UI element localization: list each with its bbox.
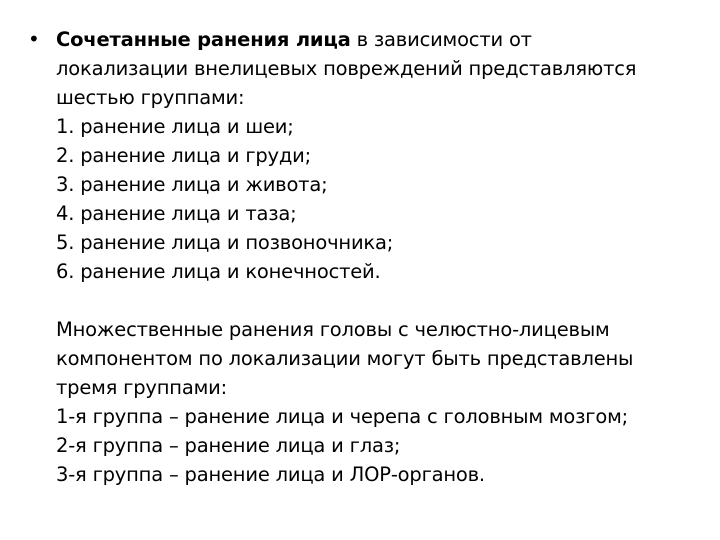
group-item-1: 1. ранение лица и шеи;	[56, 115, 294, 138]
intro-line-2: локализации внелицевых повреждений представляются	[56, 57, 637, 80]
bullet-icon: •	[28, 27, 40, 51]
head-group-item-3: 3-я группа – ранение лица и ЛОР-органов.	[56, 463, 485, 486]
group-item-6: 6. ранение лица и конечностей.	[56, 260, 381, 283]
intro-bold-term: Сочетанные ранения лица	[56, 28, 351, 51]
multiple-line-1: Множественные ранения головы с челюстно-лицевым	[56, 318, 610, 341]
head-group-item-2: 2-я группа – ранение лица и глаз;	[56, 434, 401, 457]
paragraph-gap	[56, 286, 716, 315]
intro-line-1-rest: в зависимости от	[350, 28, 532, 51]
intro-line-1	[56, 25, 716, 54]
group-item-3: 3. ранение лица и живота;	[56, 173, 328, 196]
multiple-line-3: тремя группами:	[56, 376, 227, 399]
group-item-2: 2. ранение лица и груди;	[56, 144, 312, 167]
multiple-line-2: компонентом по локализации могут быть представлены	[56, 347, 634, 370]
head-group-item-1: 1-я группа – ранение лица и черепа с головным мозгом;	[56, 405, 628, 428]
group-item-5: 5. ранение лица и позвоночника;	[56, 231, 394, 254]
group-item-4: 4. ранение лица и таза;	[56, 202, 297, 225]
intro-line-3: шестью группами:	[56, 86, 245, 109]
bullet-content	[56, 25, 716, 489]
